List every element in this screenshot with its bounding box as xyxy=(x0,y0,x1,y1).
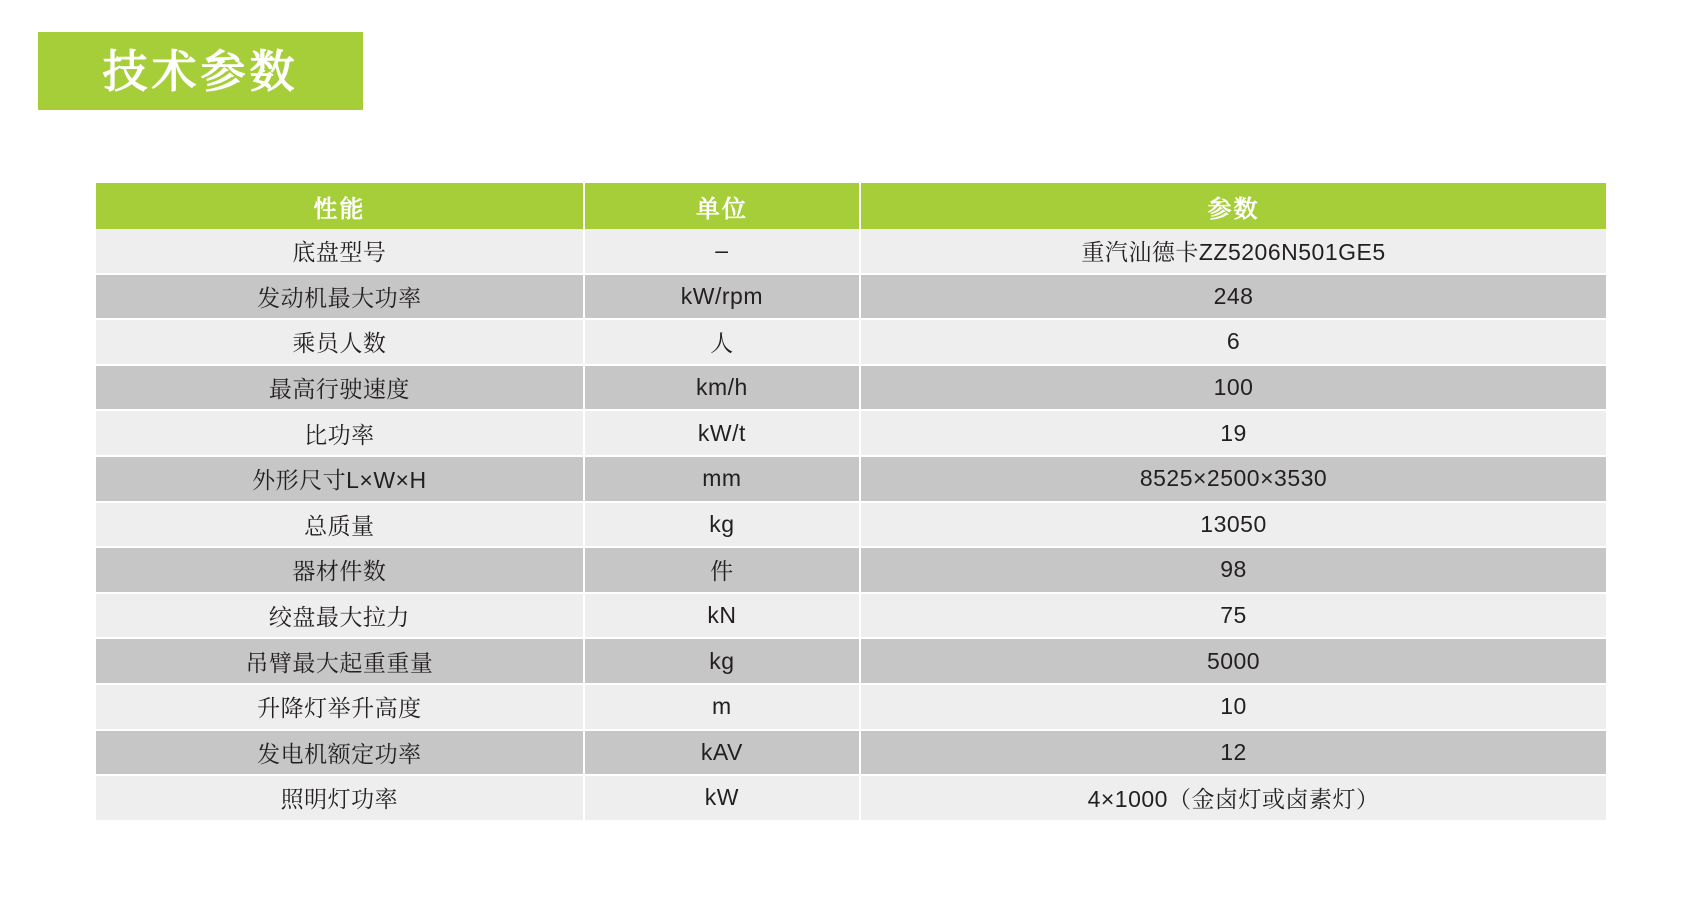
cell-performance: 总质量 xyxy=(96,502,584,548)
cell-unit: km/h xyxy=(584,365,860,411)
table-header xyxy=(96,183,1606,229)
cell-unit: kg xyxy=(584,638,860,684)
column-header-performance: 性能 xyxy=(96,183,584,229)
table-row xyxy=(96,274,1606,320)
cell-unit: 人 xyxy=(584,319,860,365)
cell-performance: 发动机最大功率 xyxy=(96,274,584,320)
cell-unit: m xyxy=(584,684,860,730)
table-row xyxy=(96,547,1606,593)
cell-performance: 底盘型号 xyxy=(96,229,584,274)
table-row xyxy=(96,684,1606,730)
technical-parameters-table-container xyxy=(96,183,1606,820)
table-row xyxy=(96,775,1606,820)
cell-parameter: 75 xyxy=(860,593,1606,639)
cell-parameter: 10 xyxy=(860,684,1606,730)
cell-performance: 乘员人数 xyxy=(96,319,584,365)
cell-parameter: 248 xyxy=(860,274,1606,320)
table-body xyxy=(96,229,1606,820)
cell-parameter: 重汽汕德卡ZZ5206N501GE5 xyxy=(860,229,1606,274)
cell-unit: kW xyxy=(584,775,860,820)
cell-parameter: 19 xyxy=(860,410,1606,456)
technical-parameters-table xyxy=(96,183,1606,820)
cell-performance: 外形尺寸L×W×H xyxy=(96,456,584,502)
table-row xyxy=(96,456,1606,502)
cell-performance: 最高行驶速度 xyxy=(96,365,584,411)
cell-performance: 发电机额定功率 xyxy=(96,730,584,776)
cell-parameter: 13050 xyxy=(860,502,1606,548)
table-row xyxy=(96,319,1606,365)
cell-parameter: 98 xyxy=(860,547,1606,593)
cell-unit: kW/rpm xyxy=(584,274,860,320)
cell-performance: 绞盘最大拉力 xyxy=(96,593,584,639)
cell-unit: kAV xyxy=(584,730,860,776)
cell-performance: 器材件数 xyxy=(96,547,584,593)
cell-performance: 吊臂最大起重重量 xyxy=(96,638,584,684)
table-row xyxy=(96,410,1606,456)
cell-parameter: 100 xyxy=(860,365,1606,411)
column-header-parameter: 参数 xyxy=(860,183,1606,229)
table-row xyxy=(96,365,1606,411)
cell-unit: – xyxy=(584,229,860,274)
cell-performance: 比功率 xyxy=(96,410,584,456)
table-row xyxy=(96,502,1606,548)
cell-performance: 升降灯举升高度 xyxy=(96,684,584,730)
table-row xyxy=(96,638,1606,684)
cell-unit: kN xyxy=(584,593,860,639)
cell-parameter: 5000 xyxy=(860,638,1606,684)
column-header-unit: 单位 xyxy=(584,183,860,229)
table-row xyxy=(96,593,1606,639)
table-header-row xyxy=(96,183,1606,229)
cell-unit: kW/t xyxy=(584,410,860,456)
cell-unit: kg xyxy=(584,502,860,548)
cell-parameter: 12 xyxy=(860,730,1606,776)
table-row xyxy=(96,730,1606,776)
section-title-banner xyxy=(38,32,363,110)
page-title: 技术参数 xyxy=(102,45,299,97)
cell-performance: 照明灯功率 xyxy=(96,775,584,820)
cell-parameter: 8525×2500×3530 xyxy=(860,456,1606,502)
cell-parameter: 6 xyxy=(860,319,1606,365)
cell-unit: 件 xyxy=(584,547,860,593)
cell-parameter: 4×1000（金卤灯或卤素灯） xyxy=(860,775,1606,820)
cell-unit: mm xyxy=(584,456,860,502)
table-row xyxy=(96,229,1606,274)
